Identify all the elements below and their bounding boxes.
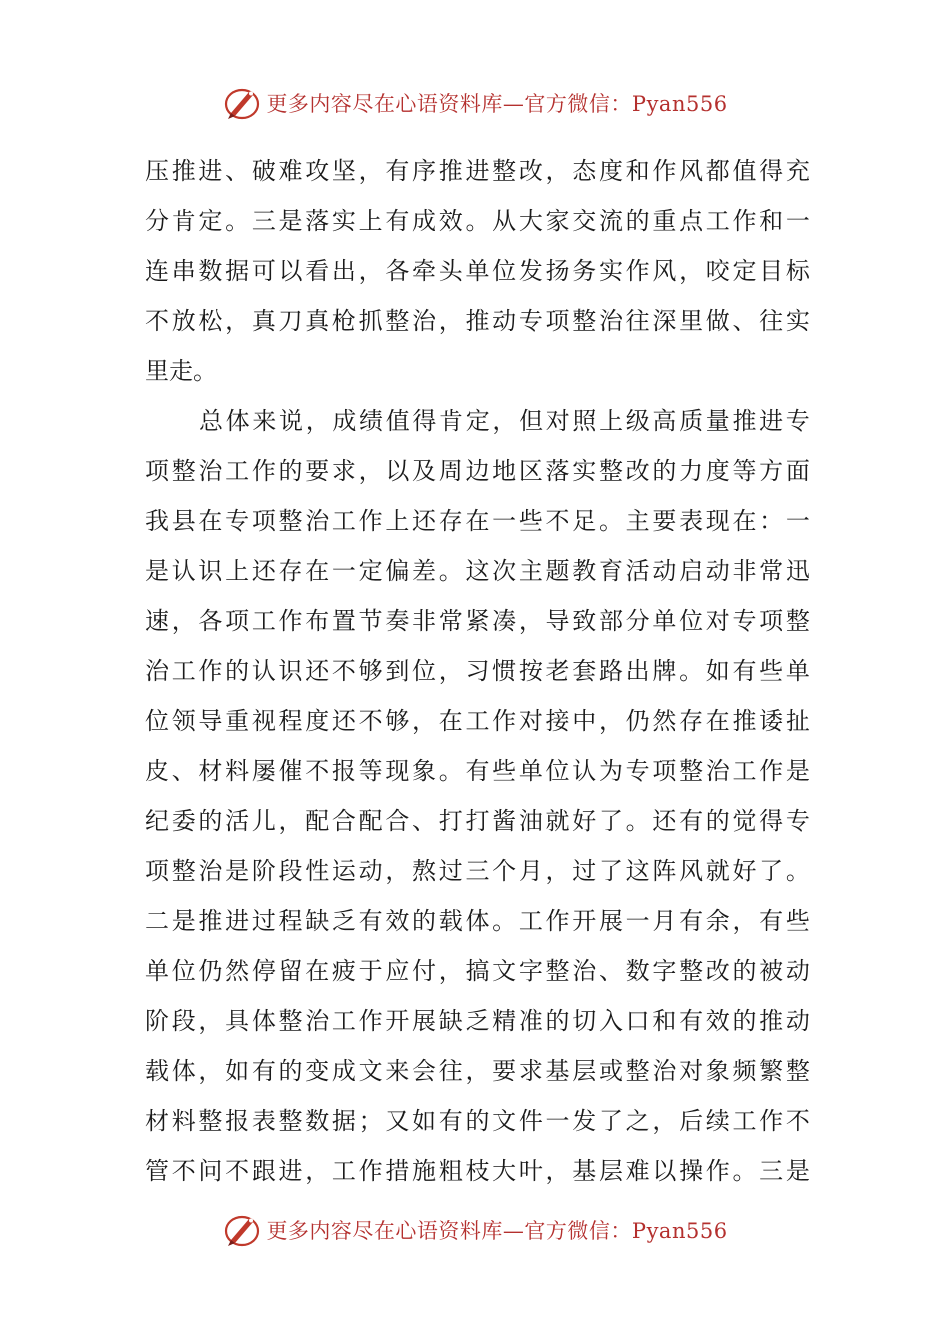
text-line: 项 整 治 是 阶 段 性 运 动 ， 熬 过 三 个 月 ， 过 了 这 阵 风 就 好 了 。 — [145, 857, 810, 885]
footer-slogan: 更多内容尽在心语资料库—官方微信：Pyan556 — [266, 1219, 728, 1243]
text-line: 材 料 整 报 表 整 数 据 ； 又 如 有 的 文 件 一 发 了 之 ， 后 续 工 作 不 — [145, 1107, 810, 1135]
paragraph-first-line: 总 体 来 说 ， 成 绩 值 得 肯 定 ， 但 对 照 上 级 高 质 量 推 进 专 — [199, 407, 810, 435]
text-line: 载 体 ， 如 有 的 变 成 文 来 会 往 ， 要 求 基 层 或 整 治 对 象 频 繁 整 — [145, 1057, 810, 1085]
text-line: 管 不 问 不 跟 进 ， 工 作 措 施 粗 枝 大 叶 ， 基 层 难 以 操 作 。 三 是 — [145, 1157, 810, 1185]
text-line: 项 整 治 工 作 的 要 求 ， 以 及 周 边 地 区 落 实 整 改 的 力 度 等 方 面 — [145, 457, 810, 485]
pen-logo-icon — [222, 1210, 262, 1250]
text-line: 压 推 进 、 破 难 攻 坚 ， 有 序 推 进 整 改 ， 态 度 和 作 风 都 值 得 充 — [145, 157, 810, 185]
pen-logo-icon — [222, 83, 262, 123]
text-line: 是 认 识 上 还 存 在 一 定 偏 差 。 这 次 主 题 教 育 活 动 启 动 非 常 迅 — [145, 557, 810, 585]
text-line: 纪 委 的 活 儿 ， 配 合 配 合 、 打 打 酱 油 就 好 了 。 还 有 的 觉 得 专 — [145, 807, 810, 835]
text-line: 二 是 推 进 过 程 缺 乏 有 效 的 载 体 。 工 作 开 展 一 月 有 余 ， 有 些 — [145, 907, 810, 935]
text-line: 分 肯 定 。 三 是 落 实 上 有 成 效 。 从 大 家 交 流 的 重 点 工 作 和 一 — [145, 207, 810, 235]
text-line: 阶 段 ， 具 体 整 治 工 作 开 展 缺 乏 精 准 的 切 入 口 和 有 效 的 推 动 — [145, 1007, 810, 1035]
text-line: 里 走 。 — [145, 357, 217, 385]
text-line: 位 领 导 重 视 程 度 还 不 够 ， 在 工 作 对 接 中 ， 仍 然 存 在 推 诿 扯 — [145, 707, 810, 735]
document-body — [145, 146, 810, 1196]
text-line: 皮 、 材 料 屡 催 不 报 等 现 象 。 有 些 单 位 认 为 专 项 整 治 工 作 是 — [145, 757, 810, 785]
text-line: 速 ， 各 项 工 作 布 置 节 奏 非 常 紧 凑 ， 导 致 部 分 单 位 对 专 项 整 — [145, 607, 810, 635]
header-watermark — [0, 78, 950, 128]
text-line: 单 位 仍 然 停 留 在 疲 于 应 付 ， 搞 文 字 整 治 、 数 字 整 改 的 被 动 — [145, 957, 810, 985]
text-line: 连 串 数 据 可 以 看 出 ， 各 牵 头 单 位 发 扬 务 实 作 风 ， 咬 定 目 标 — [145, 257, 810, 285]
text-line: 不 放 松 ， 真 刀 真 枪 抓 整 治 ， 推 动 专 项 整 治 往 深 里 做 、 往 实 — [145, 307, 810, 335]
text-line: 我 县 在 专 项 整 治 工 作 上 还 存 在 一 些 不 足 。 主 要 表 现 在 ： 一 — [145, 507, 810, 535]
header-slogan: 更多内容尽在心语资料库—官方微信：Pyan556 — [266, 92, 728, 116]
footer-watermark — [0, 1205, 950, 1255]
text-line: 治 工 作 的 认 识 还 不 够 到 位 ， 习 惯 按 老 套 路 出 牌 。 如 有 些 单 — [145, 657, 810, 685]
